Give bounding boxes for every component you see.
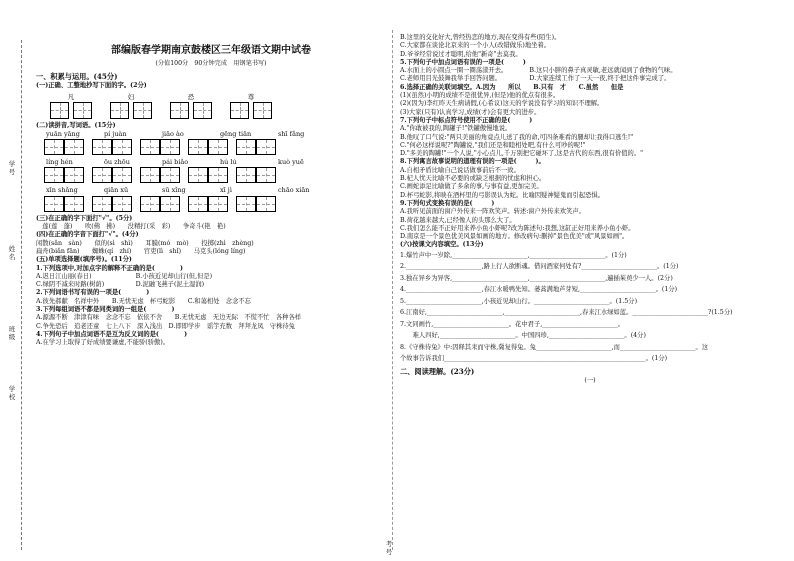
exam-subtitle: (分值100分 90分钟完成 用钢笔书写) (155, 60, 267, 67)
answer-box[interactable] (160, 196, 180, 212)
writing-box[interactable] (110, 102, 129, 119)
answer-box[interactable] (92, 196, 112, 212)
fill-item-8[interactable]: 8.《守株待兔》中:因释其耒而守株,冀复得兔。兔________________________,而________________________。这 (400, 343, 709, 351)
q5-3-options-b: C.争先恐后 追老还童 七上八下 深入浅出 D.即即学步 谣竽充数 拜拜龙凤 守株待兔 (36, 322, 295, 330)
writing-box[interactable] (170, 102, 189, 119)
fill-item-4[interactable]: 4.________________________,春江水暖鸭先知。蒌蒿满地芦芽短,________________________。(1分) (400, 286, 678, 294)
answer-box[interactable] (112, 196, 132, 212)
option-c-continued: C.大家都在谈论北京来的一个小人(改错做乐)地坐着。 (400, 42, 551, 50)
answer-box[interactable] (64, 167, 84, 183)
right-column (400, 34, 780, 385)
pinyin: kuò yuē (278, 158, 304, 167)
q5-4-option-a: A.在学习上取得了好成绩要谦虚,不能骄(骄傲)。 (36, 339, 170, 347)
pinyin: pí juàn (104, 129, 127, 138)
char-label: 恐 (187, 92, 195, 101)
char-cell (168, 93, 214, 119)
answer-box[interactable] (64, 139, 84, 155)
pinyin-row-2 (46, 158, 386, 166)
q8-option-b: B.杞人忧天比喻不必要的或缺乏根据的忧虑和担心。 (400, 175, 546, 183)
q5-2-options: A.彼先郝献 名祥中外 B.无忧无虑 杯弓蛇影 C.和蔼相处 念念不忘 (36, 297, 251, 305)
part2-subheading: (一) (584, 376, 596, 384)
answer-box[interactable] (256, 167, 276, 183)
answer-box[interactable] (256, 139, 276, 155)
writing-box[interactable] (193, 102, 212, 119)
binding-label-exam-no: 考号 (385, 540, 393, 556)
part1-heading: 一、积累与运用。(45分) (36, 72, 118, 82)
q4-heading: (四)在正确的字音下面打"√"。(4分) (36, 231, 139, 239)
q8-option-a: A.自相矛盾比喻自己说话做事前后不一致。 (400, 166, 520, 174)
fill-item-1[interactable]: 1.爆竹声中一岁除,________________________,________________________。(1分) (400, 251, 627, 259)
fill-item-6[interactable]: 6.江南好,________________________,________________________,春来江水绿如蓝。________________________?(1.5分) (400, 309, 733, 317)
answer-box[interactable] (236, 196, 256, 212)
q5-4-question: 4.下列句子中加点词语不是互为反义词的是( ) (36, 330, 188, 338)
answer-box[interactable] (188, 139, 208, 155)
q4-line-1: 闲散(sǎn sàn) 似的(sì shì) 耳膜(mó mò) 投掷(zhì zhèng) (36, 239, 254, 247)
q7-option-b: B.他叹了口气说:"两只美丽的角竟点儿送了我的命,可四条难看的腿却让我得口逃生!" (400, 133, 634, 141)
writing-box[interactable] (73, 102, 92, 119)
q5-3-question: 3.下列每组词语不都是同类词的一组是( ) (36, 306, 175, 314)
q7-option-d: D."多美的陶罐!"一个人说,"小心点儿,千万别把它碰坏了,这是古代的东西,很有价值的。" (400, 150, 644, 158)
writing-box[interactable] (50, 102, 69, 119)
char-label: 妇 (127, 92, 135, 101)
pinyin: sū xǐng (162, 186, 186, 195)
answer-box[interactable] (188, 196, 208, 212)
q3-heading: (三)在正确的字下面打"√"。(5分) (36, 214, 133, 222)
q5-2-question: 2.下列词语书写有误的一项是( ) (36, 289, 150, 297)
answer-box[interactable] (236, 167, 256, 183)
answer-box[interactable] (140, 167, 160, 183)
pinyin-row-1 (46, 130, 386, 138)
writing-box[interactable] (230, 102, 249, 119)
answer-box[interactable] (208, 196, 228, 212)
exam-title: 部编版春学期南京鼓楼区三年级语文期中试卷 (111, 45, 311, 56)
left-column (36, 38, 386, 348)
answer-box[interactable] (160, 139, 180, 155)
q8-option-d: D.杯弓蛇影,将映在酒杯里的弓影误认为蛇。比喻因疑神疑鬼而引起恐惧。 (400, 191, 605, 199)
answer-box-row-2 (44, 167, 386, 183)
answer-box[interactable] (256, 196, 276, 212)
char-cell (228, 93, 274, 119)
q5-options-cd: C.老师用目光鼓舞我举手回答问题。 D.大家连续工作了一天一夜,终于把这件事完成了。 (400, 75, 671, 83)
q6-item-1: (1)(虽然)小明的成绩不是很优异,(但是)他的优点有很多。 (400, 92, 560, 100)
answer-box[interactable] (236, 139, 256, 155)
answer-box[interactable] (64, 196, 84, 212)
pinyin: qiān xū (104, 186, 129, 195)
q3-items: 莲(莲 蓬) 吹(佛 拂) 没精打(采 彩) 争奇斗(艳 艳) (36, 223, 226, 231)
q6-item-2: (2)(因为)李红昨天生病请假,(心希议)这天的学说没有学习的知识不理解。 (400, 100, 604, 108)
pinyin: yuān yāng (46, 129, 80, 138)
option-d-continued: D.爷爷经常说过才聪明,给他"新奇"去莫我。 (400, 50, 522, 58)
q9-question: 9.下列句式变换有误的是( ) (400, 199, 495, 207)
answer-box[interactable] (112, 139, 132, 155)
answer-box-row-3 (44, 196, 386, 212)
q8-option-c: C.画蛇添足比喻做了多余的事,与事有益,更加完美。 (400, 183, 543, 191)
pinyin: gēng tiān (220, 129, 252, 138)
answer-box[interactable] (208, 167, 228, 183)
pinyin: xī jì (220, 186, 232, 195)
fill-item-7-cont[interactable]: 难人四好,________________________。中国四珍,________________________。(4分) (400, 332, 646, 340)
binding-label-class: 班级 (8, 325, 16, 341)
q6-question: 6.选择正确的关联词填空。A.因为 所以 B.只有 才 C.虽然 但是 (400, 83, 624, 91)
q5-1-question: 1.下列选项中,对加点字的解释不正确的是( ) (36, 264, 183, 272)
q8-question: 8.下列寓言故事说明的道理有误的一项是( )。 (400, 158, 545, 166)
binding-label-student-id: 学号 (8, 160, 16, 176)
q5-options-ab: A.水面上的小圆点一圈一圈荡漾开去。 B.这只小胖的鼻子真灵敏,老远就闻到了食物的气味。 (400, 67, 677, 75)
binding-label-school: 学校 (8, 385, 16, 401)
q9-option-a: A.我听见前面的窗户外传来一阵欢笑声。转述:窗户外传来欢笑声。 (400, 208, 585, 216)
pinyin: hú lú (220, 158, 237, 167)
pinyin: chāo xiān (278, 186, 310, 195)
fill-item-5[interactable]: 5.________________________,小孩近见却山行。________________________。(1.5分) (400, 297, 638, 305)
fill-item-8-cont[interactable]: 个故事告诉我们________________________________________________________________。(1分) (400, 355, 668, 363)
answer-box[interactable] (44, 139, 64, 155)
column-divider (392, 30, 393, 550)
answer-box[interactable] (208, 139, 228, 155)
q5-1-options-b: C.绿阴不减来时路(树荫) D.泥融飞燕子(泥土湿润) (36, 281, 205, 289)
q9-option-b: B.荷花越来越大,已经像人的头那么大了。 (400, 216, 516, 224)
writing-box[interactable] (253, 102, 272, 119)
q9-option-d: D.南京是一个景色优美风景如画的地方。修改病句:删掉"景色优美"或"风景如画"。 (400, 233, 629, 241)
pinyin: shī fǎng (278, 129, 305, 138)
answer-box[interactable] (140, 139, 160, 155)
binding-strip (2, 40, 32, 550)
char-label: 凡 (67, 92, 75, 101)
answer-box[interactable] (92, 139, 112, 155)
pinyin: xīn shǎng (46, 186, 78, 195)
q5-1-options-a: A.迟日江山丽(春日) B.小孩近见却山行(但,但是) (36, 272, 213, 280)
answer-box[interactable] (112, 167, 132, 183)
fill-in-section (400, 250, 780, 365)
writing-box[interactable] (133, 102, 152, 119)
part6-heading: (六)按课文内容填空。(13分) (400, 241, 484, 249)
answer-box[interactable] (44, 196, 64, 212)
pinyin-row-3 (46, 186, 386, 194)
q1-heading: (一)正确、工整地抄写下面的字。(2分) (36, 82, 147, 90)
char-cell (48, 93, 94, 119)
q1-char-grid (48, 93, 386, 119)
answer-box-row-1 (44, 139, 386, 155)
pinyin: pái biǎo (162, 158, 189, 167)
pinyin: líng hén (46, 158, 73, 167)
q5-question: 5.下列句子中加点词语有误的一项是( ) (400, 58, 526, 66)
q5-3-options-a: A.源源不断 津津有味 念念不忘 依依不舍 B.无忧无虑 无边无际 不慌不忙 各种各样 (36, 314, 302, 322)
q7-option-c: C."何必这样说呢?"陶罐说,"我们还是和睦相处吧,有什么可吵的呢!" (400, 141, 586, 149)
binding-dashed-line (21, 40, 22, 550)
part2-heading: 二、阅读理解。(23分) (400, 366, 475, 376)
q2-heading: (二)读拼音,写词语。(15分) (36, 121, 116, 129)
binding-label-name: 姓名 (8, 245, 16, 261)
q9-option-c: C.我们怎么能不正好用来养小鱼小虾呢?改为陈述句:我想,这缸正好用来养小鱼小虾。 (400, 224, 635, 232)
q5-heading: (五)单项选择题(填序号)。(11分) (36, 256, 132, 264)
answer-box[interactable] (140, 196, 160, 212)
char-cell (108, 93, 154, 119)
fill-item-7[interactable]: 7.文同画竹,________________________。花中君子,________________________。 (400, 320, 625, 328)
fill-item-3[interactable]: 3.独在异乡为异客,________________________,________________________,遍插茱萸少一人。(2分) (400, 274, 673, 282)
char-label: 尊 (247, 92, 255, 101)
pinyin: jiāo ào (162, 129, 184, 138)
option-b-continued: B.这里的交化好大,曾经热恋的地方,现在变得有些(陌生)。 (400, 34, 561, 41)
q6-item-3: (3)大家(只有)认真学习,成绩(才)会有更大的进步。 (400, 108, 541, 116)
pinyin: ōu zhōu (104, 158, 130, 167)
answer-box[interactable] (188, 167, 208, 183)
q4-line-2: 扁舟(biǎn fān) 蜘蛛(qí zhí) 官吏(lì shǐ) 马克头(lóng líng) (36, 247, 246, 255)
answer-box[interactable] (160, 167, 180, 183)
q7-option-a: A."你敢被我的,陶罐子!"铁罐傲慢地说。 (400, 125, 512, 133)
q7-question: 7.下列句子中标点符号使用不正确的是( ) (400, 116, 533, 124)
answer-box[interactable] (92, 167, 112, 183)
answer-box[interactable] (44, 167, 64, 183)
fill-item-2[interactable]: 2.________________________,路上行人欲断魂。借问酒家何处有?________________________。(1分) (400, 263, 679, 271)
